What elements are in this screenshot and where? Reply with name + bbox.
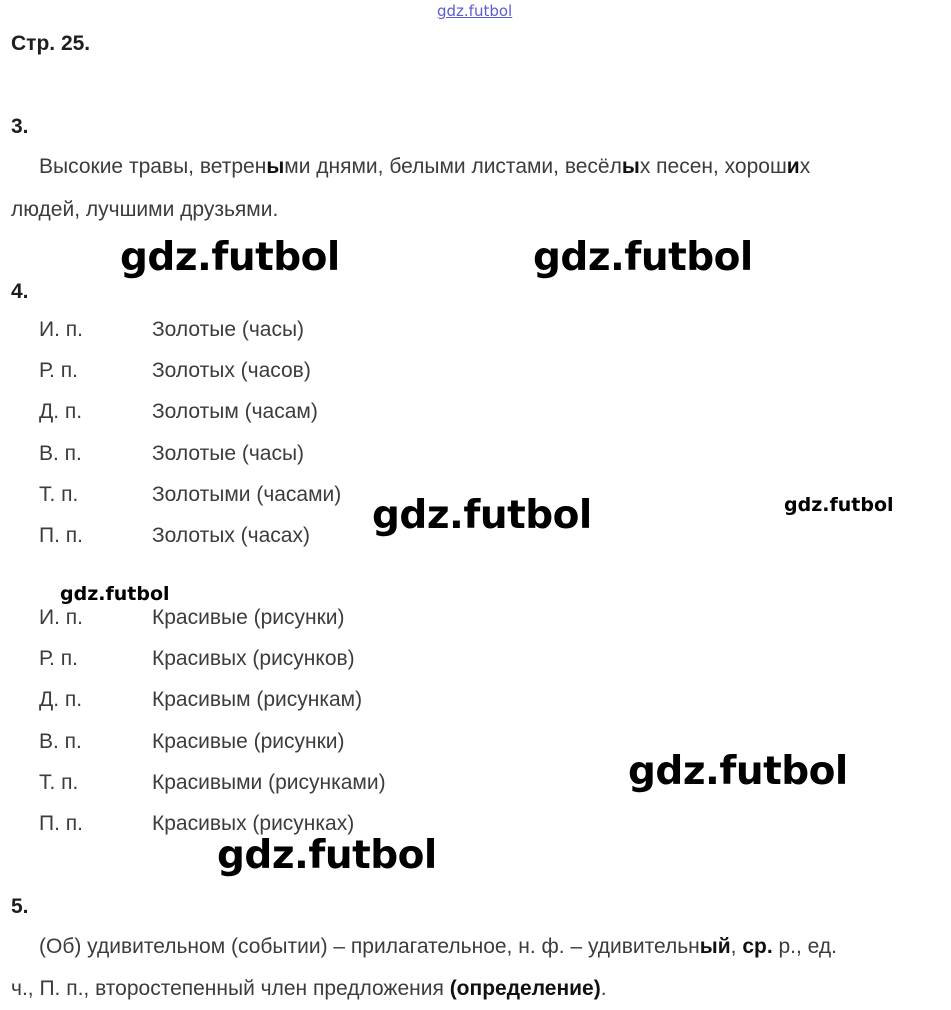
word-form: Красивые (рисунки) [152, 606, 345, 629]
word-form: Красивых (рисунках) [152, 812, 355, 835]
watermark: gdz.futbol [60, 583, 170, 605]
word-form: Золотые (часы) [152, 441, 305, 465]
case-label: Т. п. [39, 770, 79, 794]
text-run: , [730, 935, 743, 958]
text-run: . [600, 977, 607, 1000]
text-run: ч., П. п., второстепенный член предложения [11, 977, 450, 1000]
task5-line1 [39, 935, 837, 959]
declension-row [39, 606, 345, 630]
declension-row [39, 647, 355, 671]
declension-row [39, 359, 311, 383]
declension-row [39, 318, 304, 342]
watermark: gdz.futbol [533, 235, 753, 280]
watermark: gdz.futbol [628, 749, 848, 794]
bold-text: ый [699, 935, 731, 958]
word-form: Красивых (рисунков) [152, 647, 355, 671]
case-label: Р. п. [39, 359, 78, 383]
task3-line1 [39, 155, 810, 179]
page-heading: Стр. 25. [11, 32, 91, 55]
word-form: Золотых (часах) [152, 524, 310, 547]
watermark-top: gdz.futbol [437, 2, 513, 20]
word-form: Красивыми (рисунками) [152, 770, 386, 794]
word-form: Золотыми (часами) [152, 482, 342, 506]
bold-text: и [786, 155, 800, 178]
task5-number: 5. [11, 895, 29, 918]
declension-row [39, 524, 310, 548]
bold-text: ы [621, 155, 640, 178]
watermark: gdz.futbol [372, 493, 592, 538]
text-run: р., ед. [772, 935, 837, 958]
declension-row [39, 442, 304, 466]
text-run: (Об) удивительном (событии) – прилагательное, н. ф. – удивительн [39, 935, 700, 958]
declension-row [39, 688, 362, 712]
task5-line2 [11, 977, 607, 1001]
task3-number: 3. [11, 115, 29, 138]
bold-text: (определение) [449, 977, 601, 1000]
declension-row [39, 771, 386, 795]
bold-text: ср. [742, 935, 773, 958]
case-label: П. п. [39, 524, 83, 547]
declension-row [39, 400, 318, 424]
word-form: Красивым (рисункам) [152, 688, 363, 712]
case-label: И. п. [39, 318, 83, 341]
task4-number: 4. [11, 280, 29, 303]
task3-line2: людей, лучшими друзьями. [11, 198, 279, 221]
watermark: gdz.futbol [784, 494, 894, 516]
case-label: Р. п. [39, 647, 78, 671]
case-label: И. п. [39, 606, 83, 629]
word-form: Красивые (рисунки) [152, 729, 345, 753]
case-label: Д. п. [39, 688, 83, 712]
bold-text: ы [266, 155, 285, 178]
declension-row [39, 483, 341, 507]
word-form: Золотые (часы) [152, 318, 305, 341]
declension-row [39, 730, 345, 754]
case-label: Т. п. [39, 482, 79, 506]
case-label: В. п. [39, 441, 82, 465]
text-run: ми днями, белыми листами, весёл [284, 155, 622, 178]
case-label: В. п. [39, 729, 82, 753]
word-form: Золотых (часов) [152, 359, 311, 383]
watermark: gdz.futbol [217, 833, 437, 878]
watermark: gdz.futbol [120, 235, 340, 280]
case-label: П. п. [39, 812, 83, 835]
case-label: Д. п. [39, 400, 83, 424]
text-run: Высокие травы, ветрен [39, 155, 267, 178]
text-run: х [799, 155, 811, 178]
word-form: Золотым (часам) [152, 400, 318, 424]
text-run: х песен, хорош [639, 155, 787, 178]
